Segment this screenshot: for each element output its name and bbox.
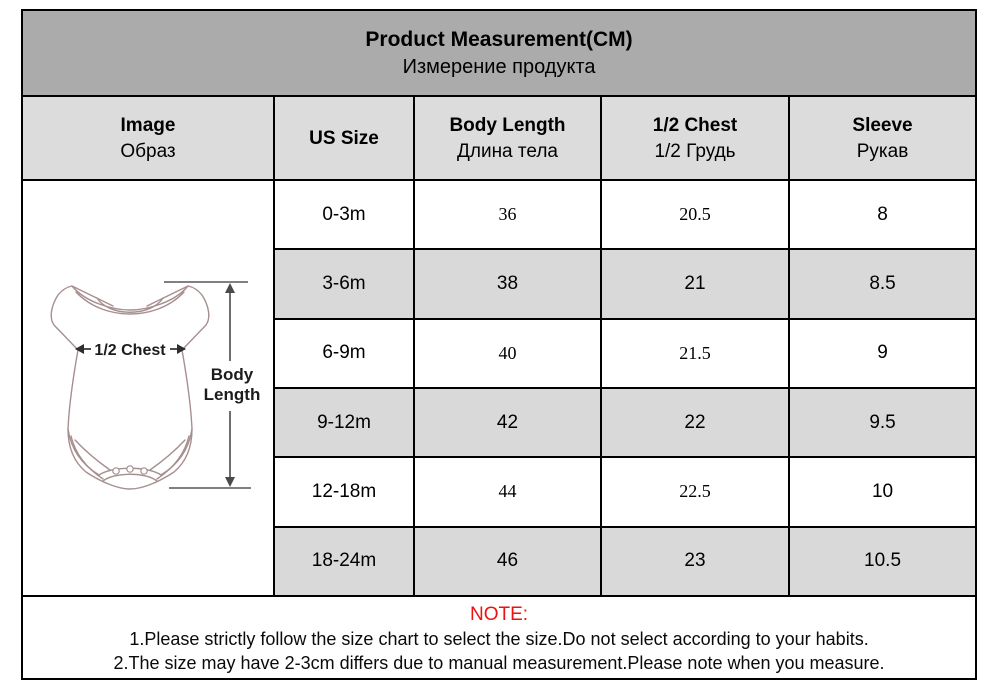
chest-annotation: [75, 342, 186, 359]
body-length-annotation: [164, 282, 260, 488]
body-length-cell: 42: [414, 388, 601, 457]
sleeve-cell: 8.5: [789, 249, 976, 318]
note-line-1: 1.Please strictly follow the size chart to select the size.Do not select according to your habits.: [129, 629, 869, 649]
sleeve-cell: 10: [789, 457, 976, 526]
header-chest-ru: 1/2 Грудь: [654, 140, 736, 162]
chest-cell: 21.5: [601, 319, 789, 388]
note-line-2: 2.The size may have 2-3cm differs due to manual measurement.Please note when you measure.: [113, 653, 885, 673]
header-row: [22, 96, 976, 180]
size-cell: 12-18m: [274, 457, 414, 526]
title-row: [22, 10, 976, 96]
body-length-cell: 36: [414, 180, 601, 249]
header-us-size: [274, 96, 414, 180]
header-image-en: Image: [120, 114, 176, 136]
chart-title-en: Product Measurement(CM): [365, 27, 633, 51]
header-image-ru: Образ: [120, 140, 176, 162]
garment-image-cell: [22, 180, 274, 596]
body-length-label-line1: Body: [210, 365, 254, 384]
sleeve-cell: 9.5: [789, 388, 976, 457]
bodysuit-diagram: [24, 181, 272, 595]
bodysuit-outline: [51, 286, 209, 489]
chart-title: [22, 10, 976, 96]
size-cell: 3-6m: [274, 249, 414, 318]
sleeve-cell: 8: [789, 180, 976, 249]
note-row: [22, 596, 976, 679]
snap-buttons: [113, 466, 147, 474]
chart-title-ru: Измерение продукта: [402, 55, 596, 78]
size-chart-table: [21, 9, 977, 680]
header-sleeve-ru: Рукав: [856, 140, 909, 162]
header-sleeve-en: Sleeve: [852, 114, 913, 136]
body-length-cell: 40: [414, 319, 601, 388]
chest-cell: 22: [601, 388, 789, 457]
chest-cell: 23: [601, 527, 789, 596]
arrow-right-icon: [177, 344, 186, 354]
sleeve-cell: 9: [789, 319, 976, 388]
size-cell: 18-24m: [274, 527, 414, 596]
arrow-up-icon: [225, 283, 235, 293]
note-section: [22, 596, 976, 679]
arrow-left-icon: [75, 344, 84, 354]
sleeve-cell: 10.5: [789, 527, 976, 596]
header-sleeve: [789, 96, 976, 180]
body-length-label-line2: Length: [203, 385, 261, 404]
header-body-length-en: Body Length: [449, 114, 566, 136]
header-image: [22, 96, 274, 180]
size-cell: 0-3m: [274, 180, 414, 249]
chest-cell: 22.5: [601, 457, 789, 526]
header-body-length-ru: Длина тела: [457, 140, 558, 162]
size-cell: 6-9m: [274, 319, 414, 388]
header-chest-en: 1/2 Chest: [652, 114, 738, 136]
chest-cell: 20.5: [601, 180, 789, 249]
header-body-length: [414, 96, 601, 180]
note-title: NOTE:: [470, 604, 529, 625]
arrow-down-icon: [225, 477, 235, 487]
size-cell: 9-12m: [274, 388, 414, 457]
body-length-cell: 46: [414, 527, 601, 596]
header-us-size-label: US Size: [309, 127, 379, 149]
body-length-cell: 44: [414, 457, 601, 526]
table-row: [22, 180, 976, 249]
body-length-cell: 38: [414, 249, 601, 318]
chest-label: 1/2 Chest: [94, 342, 166, 359]
chest-cell: 21: [601, 249, 789, 318]
header-chest: [601, 96, 789, 180]
